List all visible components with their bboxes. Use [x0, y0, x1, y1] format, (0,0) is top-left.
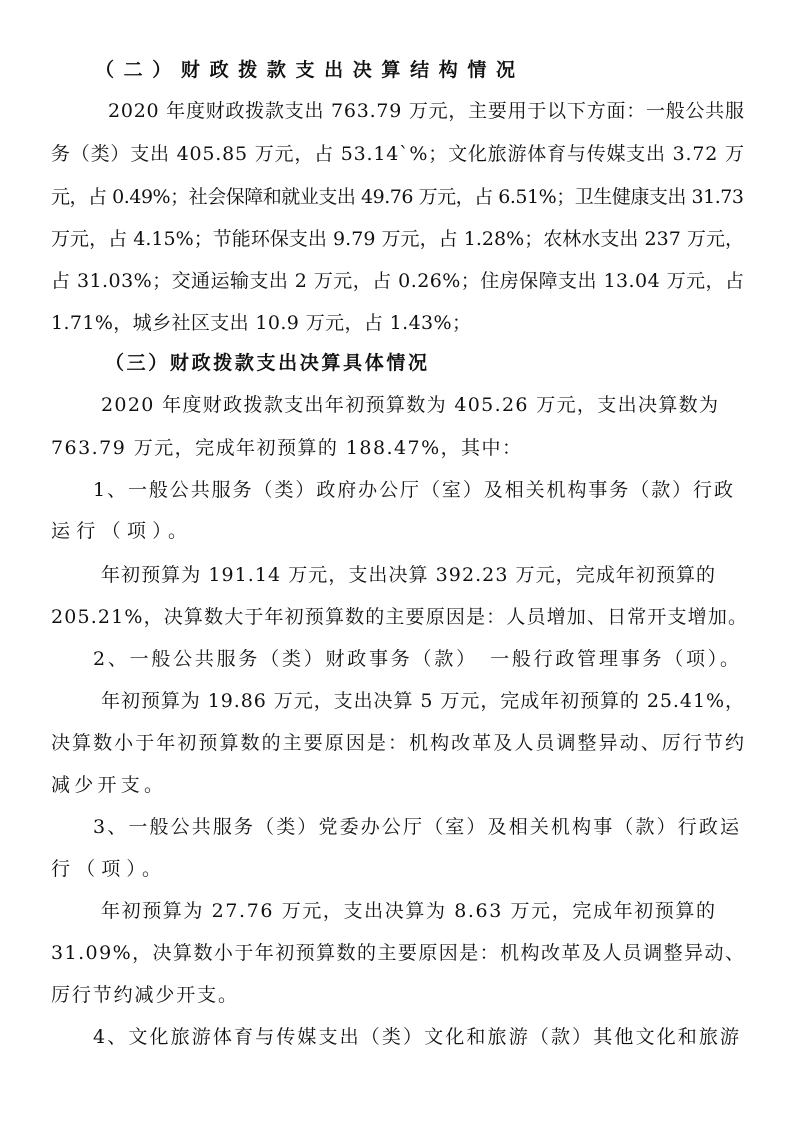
item2-body: 减少开支。 [51, 774, 168, 796]
item1-body: 年初预算为 191.14 万元，支出决算 392.23 万元，完成年初预算的 [101, 564, 717, 586]
item1-title: 运行（项）。 [51, 520, 194, 542]
item1-body: 205.21%，决算数大于年初预算数的主要原因是：人员增加、日常开支增加。 [51, 606, 749, 628]
item3-body: 厉行节约减少开支。 [51, 984, 239, 1006]
item1-title: 1、一般公共服务（类）政府办公厅（室）及相关机构事务（款）行政 [93, 479, 735, 501]
paragraph-line: 务（类）支出 405.85 万元，占 53.14`%；文化旅游体育与传媒支出 3.72 万 [51, 143, 745, 165]
item3-body: 年初预算为 27.76 万元，支出决算为 8.63 万元，完成年初预算的 [101, 900, 717, 922]
item3-title: 3、一般公共服务（类）党委办公厅（室）及相关机构事（款）行政运 [93, 816, 742, 838]
section3-heading: （三）财政拨款支出决算具体情况 [105, 352, 430, 374]
section2-heading: （二）财政拨款支出决算结构情况 [95, 59, 525, 81]
paragraph-line: 元，占 0.49%；社会保障和就业支出 49.76 万元，占 6.51%；卫生健康支出 31.73 [51, 186, 744, 208]
paragraph-line: 763.79 万元，完成年初预算的 188.47%，其中： [51, 437, 523, 459]
item2-title: 2、一般公共服务（类）财政事务（款） 一般行政管理事务（项）。 [93, 648, 742, 670]
paragraph-line: 2020 年度财政拨款支出 763.79 万元，主要用于以下方面：一般公共服 [108, 100, 745, 122]
item2-body: 年初预算为 19.86 万元，支出决算 5 万元，完成年初预算的 25.41%， [101, 690, 745, 712]
paragraph-line: 2020 年度财政拨款支出年初预算数为 405.26 万元，支出决算数为 [101, 394, 720, 416]
item2-body: 决算数小于年初预算数的主要原因是：机构改革及人员调整异动、厉行节约 [51, 732, 747, 754]
paragraph-line: 万元，占 4.15%；节能环保支出 9.79 万元，占 1.28%；农林水支出 237 万元， [51, 228, 745, 250]
paragraph-line: 1.71%，城乡社区支出 10.9 万元，占 1.43%； [51, 312, 472, 334]
item4-title: 4、文化旅游体育与传媒支出（类）文化和旅游（款）其他文化和旅游 [93, 1026, 742, 1048]
item3-title: 行（项）。 [51, 858, 168, 880]
paragraph-line: 占 31.03%；交通运输支出 2 万元，占 0.26%；住房保障支出 13.04 万元，占 [51, 270, 745, 292]
item3-body: 31.09%，决算数小于年初预算数的主要原因是：机构改革及人员调整异动、 [51, 942, 746, 964]
